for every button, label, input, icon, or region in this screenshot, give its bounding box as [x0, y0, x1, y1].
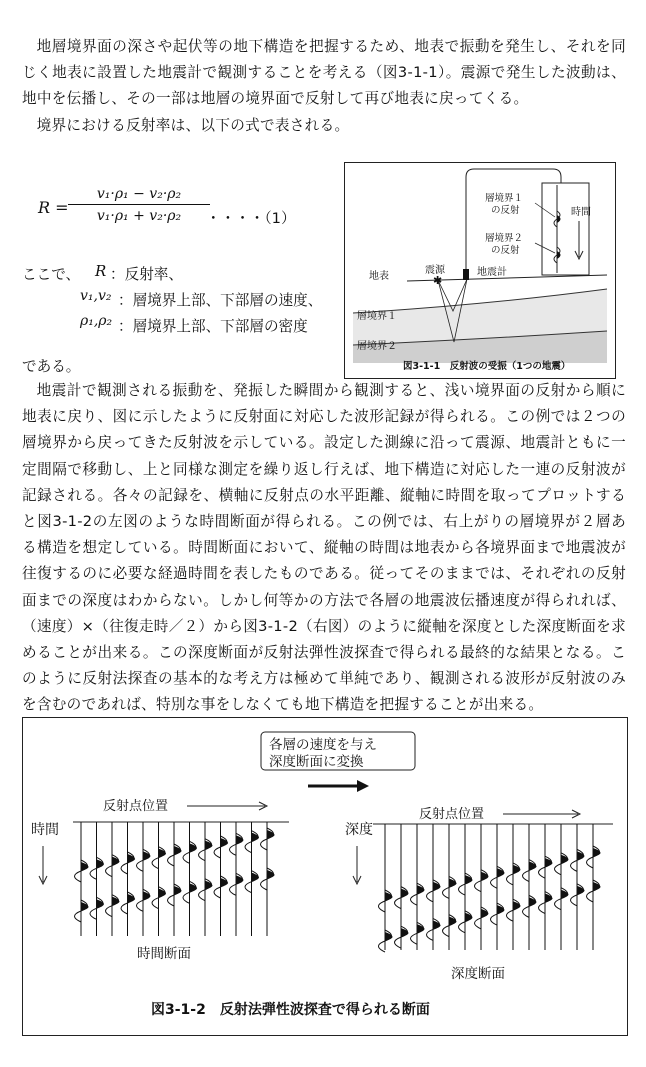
fig1-time-label: 時間 — [571, 207, 591, 218]
time-reflection1-6-fill — [159, 849, 167, 858]
r-description: ：反射率、 — [110, 266, 183, 283]
time-reflection1-9-fill — [205, 841, 213, 850]
depth-reflection2-6-fill — [465, 913, 473, 922]
depth-reflection2-4-fill — [433, 920, 441, 929]
time-reflection2-9-fill — [205, 881, 213, 890]
depth-reflection2-14-fill — [593, 882, 601, 891]
figure-3-1-1 — [344, 162, 616, 379]
time-reflection2-1-fill — [81, 902, 89, 911]
depth-reflection2-11-fill — [545, 894, 553, 903]
trace-box — [542, 183, 589, 275]
time-reflection2-11-fill — [236, 875, 244, 884]
fig1-reflect2-line1: 層境界２ — [485, 233, 524, 244]
depth-reflection1-4-fill — [433, 882, 441, 891]
time-reflection2-8-fill — [190, 883, 198, 892]
time-reflection1-10-fill — [221, 838, 229, 847]
depth-reflection2-12-fill — [561, 890, 569, 899]
fig1-surface-label: 地表 — [369, 271, 389, 282]
rho-symbol: ρ₁,ρ₂ — [80, 313, 113, 329]
depth-reflection1-1-fill — [385, 892, 393, 901]
time-reflection2-10-fill — [221, 878, 229, 887]
time-reflection1-3-fill — [112, 857, 120, 866]
left-panel-label: 時間断面 — [137, 946, 191, 962]
time-reflection1-13-fill — [267, 830, 275, 839]
fig1-reflect1-line1: 層境界１ — [485, 193, 524, 204]
time-reflection2-3-fill — [112, 897, 120, 906]
time-reflection1-8-fill — [190, 843, 198, 852]
figure-3-1-2 — [22, 717, 628, 1036]
time-reflection2-2-fill — [97, 899, 105, 908]
time-reflection1-7-fill — [174, 846, 182, 855]
equation-denominator: v₁·ρ₁ + v₂·ρ₂ — [96, 208, 182, 224]
depth-reflection2-9-fill — [513, 901, 521, 910]
source-marker: ✱ — [433, 274, 443, 287]
fig1-reflect1-line2: の反射 — [491, 205, 520, 216]
depth-reflection1-10-fill — [529, 862, 537, 871]
closing-text: である。 — [22, 358, 81, 375]
conversion-line1: 各層の速度を与え — [269, 737, 377, 753]
time-reflection2-7-fill — [174, 886, 182, 895]
equation-number: ・・・・（1） — [206, 210, 296, 227]
depth-reflection1-6-fill — [465, 875, 473, 884]
time-reflection1-2-fill — [97, 859, 105, 868]
right-axis-label: 深度 — [345, 822, 373, 838]
conversion-line2: 深度断面に変換 — [269, 754, 364, 770]
conversion-arrow-head — [357, 780, 369, 792]
depth-reflection1-8-fill — [497, 868, 505, 877]
depth-reflection2-7-fill — [481, 909, 489, 918]
depth-reflection2-13-fill — [577, 886, 585, 895]
fig1-reflect2-line2: の反射 — [491, 245, 520, 256]
intro-paragraph — [22, 34, 626, 139]
time-reflection2-5-fill — [143, 891, 151, 900]
r-symbol: R — [95, 262, 107, 280]
depth-reflection1-12-fill — [561, 855, 569, 864]
time-reflection1-1-fill — [81, 862, 89, 871]
depth-reflection2-8-fill — [497, 905, 505, 914]
depth-reflection1-5-fill — [449, 878, 457, 887]
main-text: 地震計で観測される振動を、発振した瞬間から観測すると、浅い境界面の反射から順に地表に戻り、図に示したように反射面に対応した波形記録が得られる。この例では２つの層境界から戻ってきた反射波を示している。設定した測線に沿って震源、地震計ともに一定間隔で移動し、上と同様な測定を繰り返し行えば、地下構造に対応した一連の反射波が記録される。各々の記録を、横軸に反射点の水平距離、縦軸に時間を取ってプロットすると図3-1-2の左図のような時間断面が得られる。この例では、右上がりの層境界が２層ある構造を想定している。時間断面において、縦軸の時間は地表から各境界面まで地震波が往復するのに必要な経過時間を表したものである。従ってそのままでは、それぞれの反射面までの深度はわからない。しかし何等かの方法で各層の地震波伝播速度が得られれば、（速度）×（往復走時／２）から図3-1-2（右図）のように縦軸を深度とした深度断面を求めることが出来る。この深度断面が反射法弾性波探査で得られる最終的な結果となる。このように反射法探査の基本的な考え方は極めて単純であり、観測される波形が反射波のみを含むのであれば、特別な事をしなくても地下構造を把握することが出来る。 — [22, 382, 626, 714]
right-panel-label: 深度断面 — [451, 966, 505, 982]
time-reflection1-11-fill — [236, 835, 244, 844]
figure-3-1-1-drawing — [345, 163, 615, 378]
left-position-label: 反射点位置 — [103, 799, 169, 814]
fig1-source-label: 震源 — [425, 265, 445, 276]
depth-reflection1-13-fill — [577, 851, 585, 860]
fig1-caption: 図3-1-1 反射波の受振（1つの地震） — [403, 361, 571, 372]
fig1-seismometer-label: 地震計 — [477, 267, 507, 278]
time-reflection1-4-fill — [128, 854, 136, 863]
v-symbol: v₁,v₂ — [80, 288, 112, 304]
time-reflection1-5-fill — [143, 851, 151, 860]
reflect-intro-text: 境界における反射率は、以下の式で表される。 — [36, 116, 350, 134]
intro-text: 地層境界面の深さや起伏等の地下構造を把握するため、地表で振動を発生し、それを同じく地表に設置した地震計で観測することを考える（図3-1-1）。震源で発生した波動は、地中を伝播し、その一部は地層の境界面で反射して再び地表に戻ってくる。 — [22, 38, 626, 108]
right-position-label: 反射点位置 — [419, 807, 485, 822]
time-reflection2-12-fill — [252, 873, 260, 882]
depth-reflection1-2-fill — [401, 889, 409, 898]
equation-lhs: R = — [38, 198, 69, 217]
left-axis-label: 時間 — [31, 822, 59, 838]
main-paragraph — [22, 378, 626, 719]
rho-description: ：層境界上部、下部層の密度 — [118, 318, 308, 335]
time-reflection2-6-fill — [159, 889, 167, 898]
equation-fraction — [68, 186, 210, 224]
depth-reflection1-9-fill — [513, 865, 521, 874]
depth-reflection2-1-fill — [385, 932, 393, 941]
depth-reflection2-3-fill — [417, 924, 425, 933]
v-description: ：層境界上部、下部層の速度、 — [118, 292, 323, 309]
time-reflection2-4-fill — [128, 894, 136, 903]
left-trace-group — [75, 822, 275, 936]
seismometer-marker — [463, 269, 469, 280]
equation-numerator: v₁·ρ₁ − v₂·ρ₂ — [96, 186, 182, 202]
depth-reflection2-5-fill — [449, 917, 457, 926]
depth-reflection2-10-fill — [529, 897, 537, 906]
right-trace-group — [379, 824, 601, 952]
depth-reflection1-14-fill — [593, 848, 601, 857]
fig1-boundary1-label: 層境界１ — [357, 311, 397, 322]
depth-reflection1-3-fill — [417, 885, 425, 894]
fig1-boundary2-label: 層境界２ — [357, 341, 397, 352]
figure-3-1-2-drawing — [23, 718, 627, 1035]
depth-reflection2-2-fill — [401, 928, 409, 937]
figure-3-1-2-caption: 図3-1-2 反射法弾性波探査で得られる断面 — [151, 1002, 430, 1018]
depth-reflection1-11-fill — [545, 858, 553, 867]
time-reflection2-13-fill — [267, 870, 275, 879]
definitions-lead: ここで、 — [22, 266, 81, 283]
time-reflection1-12-fill — [252, 833, 260, 842]
depth-reflection1-7-fill — [481, 872, 489, 881]
